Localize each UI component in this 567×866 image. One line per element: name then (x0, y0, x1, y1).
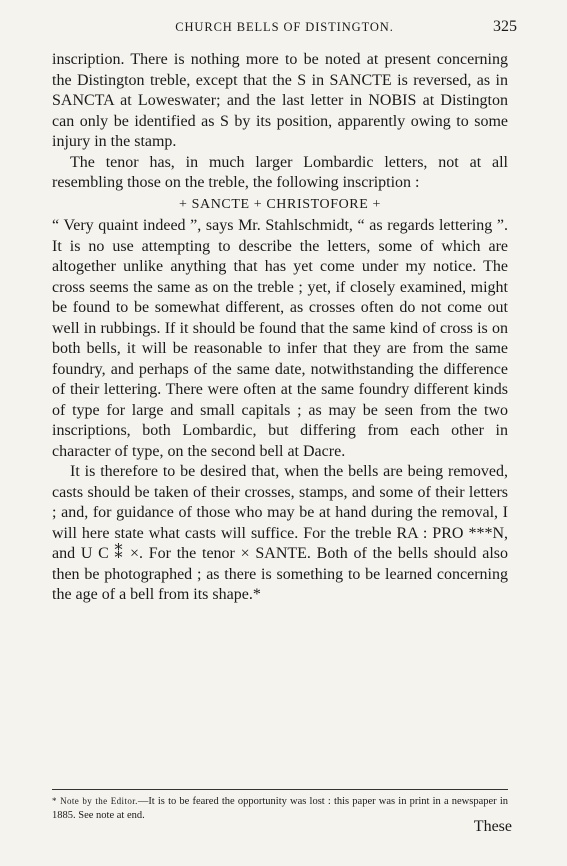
page-number: 325 (493, 18, 517, 35)
running-head (52, 18, 517, 40)
footnote-label: * Note by the Editor. (52, 796, 138, 806)
running-title: CHURCH BELLS OF DISTINGTON. (175, 20, 394, 34)
footnote-rule (52, 789, 508, 790)
footnote (52, 794, 508, 823)
paragraph-1: inscription. There is nothing more to be noted at present concerning the Distington treble, except that the S in SANCTE is reversed, as in SANCTA at Loweswater; and the last letter in NOBIS at Distington can only be identified as S by its position, apparently owing to some injury in the stamp. (52, 51, 508, 150)
catchword: These (473, 818, 512, 835)
footnote-text: —It is to be feared the opportunity was lost : this paper was in print in a newspaper in 1885. See note at end. (52, 796, 508, 821)
paragraph-3: “ Very quaint indeed ”, says Mr. Stahlschmidt, “ as regards lettering ”. It is no use attempting to describe the letters, some of which are altogether unlike anything that has yet come under my notice. The cross seems the same as on the treble ; yet, if closely examined, might be found to be somewhat different, as crosses often do not come out well in rubbings. If it should be found that the same kind of cross is on both bells, it will be reasonable to infer that they are from the same foundry, and perhaps of the same date, notwithstanding the difference of their lettering. There were often at the same foundry different kinds of type for large and small capitals ; as may be seen from the two inscriptions, both Lombardic, but differing from each other in character of type, on the second bell at Dacre. (52, 217, 508, 460)
paragraph-4: It is therefore to be desired that, when the bells are being removed, casts should be taken of their crosses, stamps, and some of their letters ; and, for guidance of those who may be at hand during the removal, I will here state what casts will suffice. For the treble RA : PRO ***N, and U C ⁑ ×. For the tenor × SANTE. Both of the bells should also then be photographed ; as there is something to be learned concerning the age of a bell from its shape.* (52, 463, 508, 603)
body-text (52, 50, 508, 606)
paragraph-2: The tenor has, in much larger Lombardic letters, not at all resembling those on the treble, the following inscription : (52, 153, 508, 191)
tenor-inscription: + SANCTE + CHRISTOFORE + (179, 196, 381, 212)
